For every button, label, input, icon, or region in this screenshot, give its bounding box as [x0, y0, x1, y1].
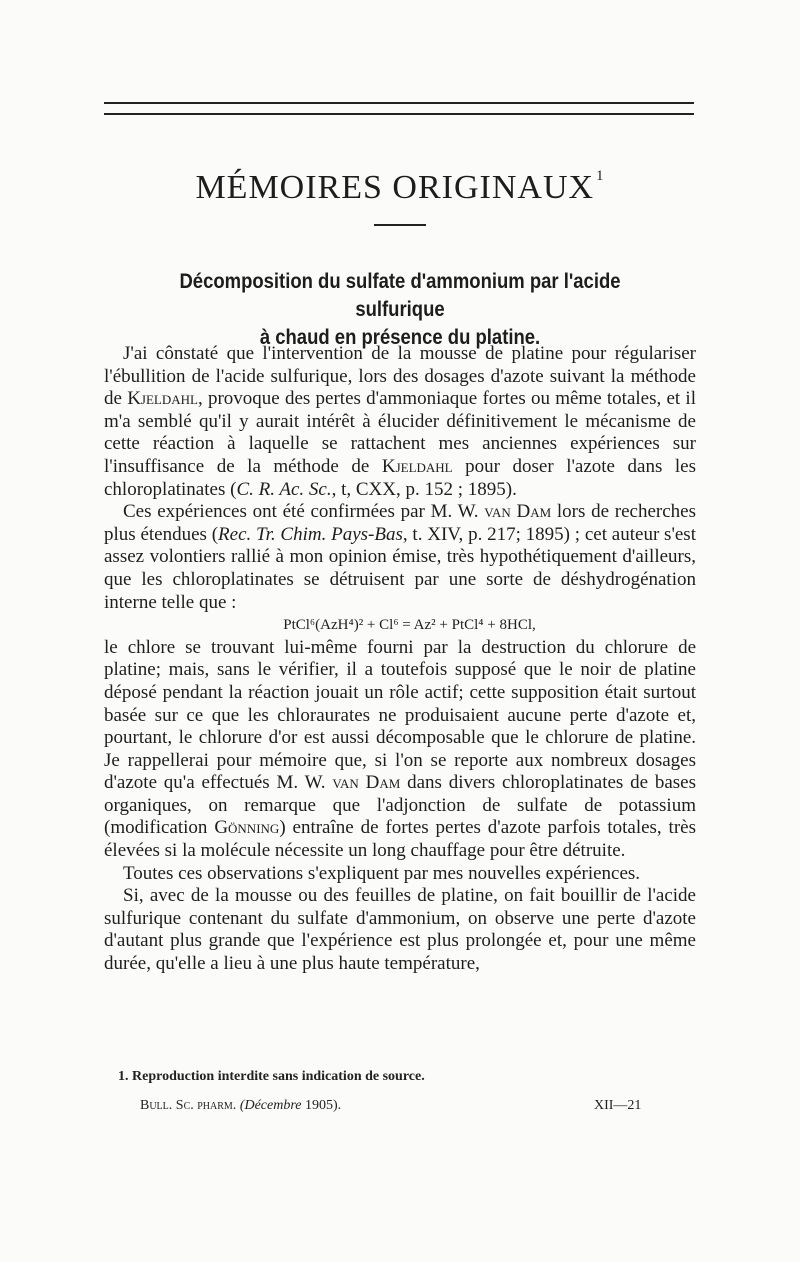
- footer-year: 1905).: [304, 1098, 342, 1113]
- citation: Rec. Tr. Chim. Pays-Bas: [218, 523, 403, 545]
- paragraph-text: ) entraîne de fortes pertes d'azote parfois totales, très élevées si la molécule nécessite un long chauffage pour être détruite.: [104, 817, 696, 862]
- author-name: van Dam: [332, 772, 401, 794]
- author-name: Kjeldahl: [127, 388, 198, 410]
- article-title-line: à chaud en présence du platine.: [259, 326, 541, 349]
- section-heading: [0, 168, 800, 207]
- footer-citation: [140, 1098, 341, 1114]
- paragraph-text: Si, avec de la mousse ou des feuilles de platine, on fait bouillir de l'acide sulfurique contenant du sulfate d'ammonium, on observe une perte d'azote d'autant plus grande que l'expérience est plus prolongée et, pour une même durée, qu'elle a lieu à une plus haute température,: [104, 885, 696, 975]
- paragraph: [104, 863, 696, 886]
- top-rule: [104, 102, 694, 104]
- paragraph-text: , t. XIV, p. 217; 1895) ; cet auteur s'est assez volontiers rallié à mon opinion émise, très hypothétiquement d'ailleurs, que les chloroplatinates se détruisent par une sorte de déshydrogénation interne telle que :: [104, 523, 696, 613]
- paragraph-text: , provoque des pertes d'ammoniaque fortes ou même totales, et il m'a semblé qu'il y aurait intérêt à élucider définitivement le mécanisme de cette réaction à laquelle se rattachent mes anciennes expériences sur l'insuffisance de la méthode de: [104, 388, 696, 477]
- footer-journal: Bull. Sc. pharm.: [140, 1098, 237, 1113]
- footnote: 1. Reproduction interdite sans indication de source.: [118, 1069, 425, 1084]
- footer-month: (Décembre: [239, 1098, 302, 1113]
- paragraph-text: lors de recherches plus étendues (: [104, 501, 696, 545]
- citation: C. R. Ac. Sc.: [236, 478, 332, 500]
- author-name: Kjeldahl: [381, 455, 453, 477]
- paragraph: [104, 637, 696, 863]
- heading-text: MÉMOIRES ORIGINAUX: [195, 169, 595, 206]
- paragraph-text: J'ai cônstaté que l'intervention de la mousse de platine pour régulariser l'ébullition de l'acide sulfurique, lors des dosages d'azote suivant la méthode de: [104, 343, 696, 410]
- paragraph-text: Toutes ces observations s'expliquent par mes nouvelles expériences.: [123, 862, 641, 884]
- paragraph-text: , t, CXX, p. 152 ; 1895).: [331, 478, 517, 500]
- footnote-mark: 1: [596, 168, 605, 184]
- footer-page-number: XII—21: [594, 1098, 642, 1113]
- title-rule: [374, 224, 426, 226]
- paragraph-text: pour doser l'azote dans les chloroplatinates (: [104, 455, 696, 500]
- top-rule: [104, 113, 694, 115]
- author-name: Gönning: [214, 817, 280, 839]
- article-title: [136, 268, 664, 352]
- paragraph: [104, 885, 696, 975]
- paragraph-text: dans divers chloroplatinates de bases organiques, on remarque que l'adjonction de sulfate de potassium (modification: [104, 772, 696, 839]
- article-title-line: Décomposition du sulfate d'ammonium par l'acide sulfurique: [179, 270, 621, 321]
- paragraph-text: le chlore se trouvant lui-même fourni par la destruction du chlorure de platine; mais, sans le vérifier, il a toutefois supposé que le noir de platine déposé pendant la réaction jouait un rôle actif; cette supposition était surtout basée sur ce que les chloraurates ne produisaient aucune perte d'azote et, pourtant, le chlorure d'or est aussi décomposable que le chlorure de platine. Je rappellerai pour mémoire que, si l'on se reporte aux nombreux dosages d'azote qu'a effectués M. W.: [104, 636, 696, 794]
- paragraph-text: Ces expériences ont été confirmées par M. W.: [123, 501, 485, 523]
- paragraph: [104, 501, 696, 614]
- author-name: van Dam: [484, 501, 552, 523]
- chemical-equation: PtCl⁶(AzH⁴)² + Cl⁶ = Az² + PtCl⁴ + 8HCl,: [283, 617, 536, 634]
- paragraph: [104, 343, 696, 501]
- body-text: [104, 343, 696, 976]
